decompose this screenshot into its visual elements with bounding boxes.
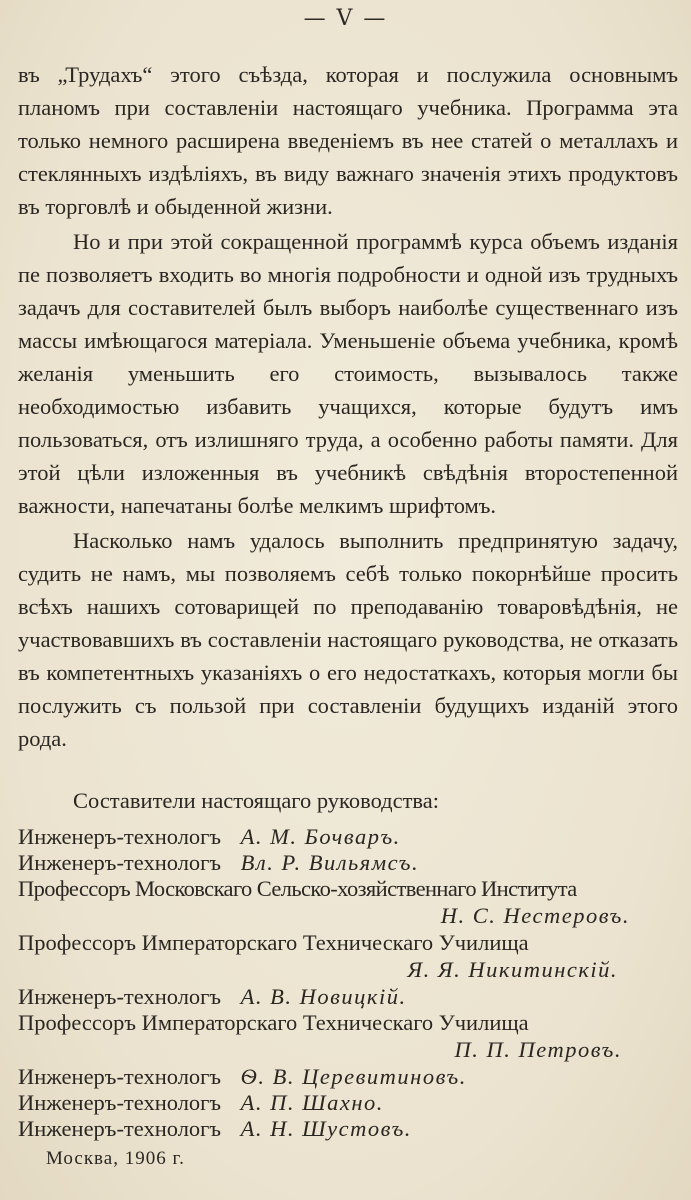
- signatory-name: А. П. Шахно.: [240, 1090, 384, 1115]
- signatory-9: [18, 1116, 680, 1142]
- signatory-name: А. В. Новицкій.: [240, 984, 407, 1009]
- signatory-name: Ѳ. В. Церевитиновъ.: [240, 1064, 467, 1089]
- signatory-3: [18, 876, 680, 902]
- signatory-name: П. П. Петровъ.: [454, 1037, 622, 1062]
- signatory-5: [18, 984, 680, 1010]
- signatory-name: Н. С. Нестеровъ.: [440, 903, 630, 928]
- signatory-1: [18, 824, 680, 850]
- signatory-role: Инженеръ-технологъ: [18, 1116, 222, 1141]
- signatory-6: [18, 1010, 680, 1036]
- place-date: Москва, 1906 г.: [46, 1148, 185, 1169]
- signatory-name: А. Н. Шустовъ.: [240, 1116, 412, 1141]
- signatory-role: Профессоръ Императорскаго Техническаго Училища: [18, 930, 529, 955]
- signatories-block: [18, 786, 680, 1142]
- signatory-2: [18, 850, 680, 876]
- signatory-role: Инженеръ-технологъ: [18, 824, 222, 849]
- signatory-role: Профессоръ Императорскаго Техническаго Училища: [18, 1010, 529, 1035]
- signatories-heading: Составители настоящаго руководства:: [73, 788, 439, 813]
- signatory-role: Профессоръ Московскаго Сельско-хозяйственнаго Института: [18, 876, 577, 901]
- page-number: — V —: [303, 6, 388, 31]
- paragraph-2: Но и при этой сокращенной программѣ курса объемъ изданія пе позволяетъ входить во многія подробности и одной изъ трудныхъ задачъ для составителей былъ выборъ наиболѣе существеннаго изъ массы имѣющагося матеріала. Уменьшеніе объема учебника, кромѣ желанія уменьшить его стоимость, вызывалось также необходимостью избавить учащихся, которые будутъ имъ пользоваться, отъ излишняго труда, а особенно работы памяти. Для этой цѣли изложенныя въ учебникѣ свѣдѣнія второстепенной важности, напечатаны болѣе мелкимъ шрифтомъ.: [18, 229, 678, 518]
- signatory-role: Инженеръ-технологъ: [18, 1064, 222, 1089]
- signatory-role: Инженеръ-технологъ: [18, 1090, 222, 1115]
- paragraph-1: въ „Трудахъ“ этого съѣзда, которая и послужила основнымъ планомъ при составленіи настоящаго учебника. Программа эта только немного расширена введеніемъ въ нее статей о металлахъ и стеклянныхъ издѣліяхъ, въ виду важнаго значенія этихъ продуктовъ въ торговлѣ и обыденной жизни.: [18, 62, 678, 219]
- signatory-name: А. М. Бочваръ.: [240, 824, 401, 849]
- signatory-role: Инженеръ-технологъ: [18, 984, 222, 1009]
- signatory-name: Я. Я. Никитинскій.: [407, 957, 618, 982]
- signatory-role: Инженеръ-технологъ: [18, 850, 222, 875]
- signatory-name: Вл. Р. Вильямсъ.: [240, 850, 420, 875]
- signatory-8: [18, 1090, 680, 1116]
- preface-body: [18, 58, 678, 755]
- paragraph-3: Насколько намъ удалось выполнить предпринятую задачу, судить не намъ, мы позволяемъ себѣ только покорнѣйше просить всѣхъ нашихъ сотоварищей по преподаванію товаровѣдѣнія, не участвовавшихъ въ составленіи настоящаго руководства, не отказать въ компетентныхъ указаніяхъ о его недостаткахъ, которыя могли бы послужить съ пользой при составленіи будущихъ изданій этого рода.: [18, 528, 678, 751]
- signatory-4: [18, 930, 680, 956]
- signatory-7: [18, 1064, 680, 1090]
